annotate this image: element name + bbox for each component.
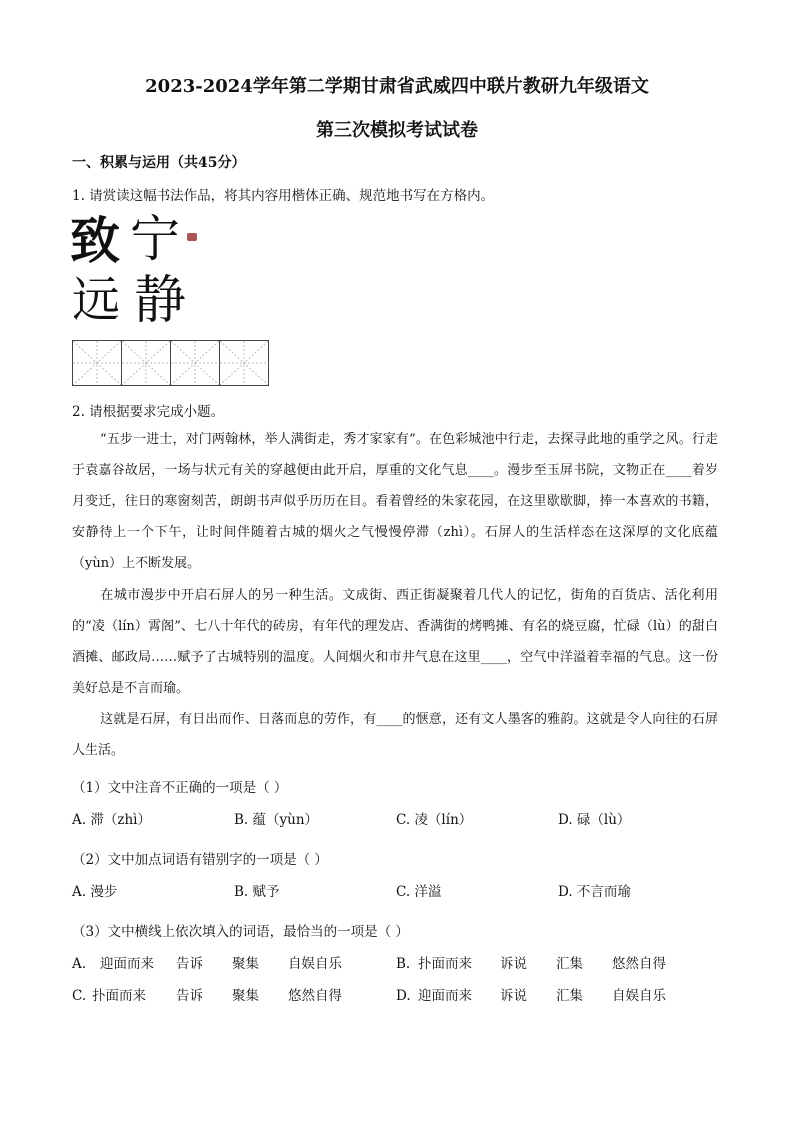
option-word: 告诉: [176, 956, 203, 972]
writing-cell[interactable]: [219, 340, 269, 386]
writing-cell[interactable]: [121, 340, 171, 386]
sub3-option-d[interactable]: [396, 984, 666, 1004]
option-word: 聚集: [232, 988, 259, 1004]
sub3-option-a[interactable]: [72, 952, 342, 972]
option-letter: A.: [72, 956, 87, 972]
sub2-option-d[interactable]: D. 不言而瑜: [558, 884, 631, 900]
option-letter: B.: [396, 956, 411, 972]
sub3-option-c[interactable]: [72, 984, 342, 1004]
passage-paragraph-1: [72, 424, 718, 579]
writing-grid: [72, 340, 268, 386]
passage-text: 这就是石屏，有日出而作、日落而息的劳作，有____的惬意，还有文人墨客的雅韵。这就是令人向往的石屏人生活。: [72, 712, 718, 758]
option-word: 扑面而来: [418, 956, 472, 972]
calligraphy-image: [70, 210, 200, 330]
option-word: 自娱自乐: [612, 988, 666, 1004]
writing-cell[interactable]: [170, 340, 220, 386]
q1-prompt: 1. 请赏读这幅书法作品，将其内容用楷体正确、规范地书写在方格内。: [72, 188, 495, 204]
option-word: 汇集: [556, 956, 583, 972]
section-heading: 一、积累与运用（共45分）: [72, 155, 246, 171]
sub1-option-c[interactable]: C. 凌（lín）: [396, 812, 473, 828]
sub1-option-d[interactable]: D. 碌（lù）: [558, 812, 631, 828]
option-word: 迎面而来: [100, 956, 154, 972]
sub1-option-a[interactable]: A. 滞（zhì）: [72, 812, 151, 828]
calligraphy-artwork: [70, 210, 200, 330]
exam-title-line2: 第三次模拟考试试卷: [316, 120, 478, 141]
option-word: 诉说: [500, 988, 527, 1004]
option-word: 诉说: [500, 956, 527, 972]
option-word: 悠然自得: [612, 956, 666, 972]
writing-cell[interactable]: [72, 340, 122, 386]
option-word: 汇集: [556, 988, 583, 1004]
option-word: 告诉: [176, 988, 203, 1004]
calligraphy-char-yuan: 远: [72, 272, 121, 328]
calligraphy-char-jing: 静: [134, 271, 187, 330]
q2-prompt: 2. 请根据要求完成小题。: [72, 404, 225, 420]
passage-text: 在城市漫步中开启石屏人的另一种生活。文成街、西正街凝聚着几代人的记忆，街角的百货店、活化利用的“凌（lín）霄阁”、七八十年代的砖房，有年代的理发店、香满街的烤鸭摊、有名的烧豆腐，忙碌（lù）的甜白酒摊、邮政局……赋予了古城特别的温度。人间烟火和市井气息在这里____，空气中洋溢着幸福的气息。这一份美好总是不言而瑜。: [72, 588, 718, 696]
passage-text: “五步一进士，对门两翰林，举人满街走，秀才家家有”。在色彩城池中行走，去探寻此地的重学之风。行走于袁嘉谷故居，一场与状元有关的穿越便由此开启，厚重的文化气息____。漫步至玉屏书院，文物正在____着岁月变迁，往日的寒窗刻苦，朗朗书声似乎历历在目。看着曾经的朱家花园，在这里歇歇脚，捧一本喜欢的书籍，安静待上一个下午，让时间伴随着古城的烟火之气慢慢停滞（zhì）。石屏人的生活样态在这深厚的文化底蕴（yùn）上不断发展。: [72, 432, 718, 571]
calligraphy-char-ning: 宁: [130, 210, 180, 268]
passage-paragraph-3: [72, 704, 718, 766]
calligraphy-char-zhi: 致: [70, 211, 120, 270]
sub2-option-a[interactable]: A. 漫步: [72, 884, 118, 900]
sub1-option-b[interactable]: B. 蕴（yùn）: [234, 812, 319, 828]
sub3-option-b[interactable]: [396, 952, 666, 972]
option-letter: D.: [396, 988, 411, 1004]
option-word: 扑面而来: [92, 988, 146, 1004]
exam-title-line1: 2023-2024学年第二学期甘肃省武威四中联片教研九年级语文: [145, 76, 649, 97]
option-word: 自娱自乐: [288, 956, 342, 972]
sub2-option-b[interactable]: B. 赋予: [234, 884, 280, 900]
option-letter: C.: [72, 988, 87, 1004]
sub3-prompt: （3）文中横线上依次填入的词语，最恰当的一项是（ ）: [72, 924, 409, 940]
option-word: 聚集: [232, 956, 259, 972]
sub1-prompt: （1）文中注音不正确的一项是（ ）: [72, 780, 288, 796]
seal-stamp: [187, 233, 197, 241]
passage-paragraph-2: [72, 580, 718, 704]
sub2-option-c[interactable]: C. 洋溢: [396, 884, 442, 900]
sub2-prompt: （2）文中加点词语有错别字的一项是（ ）: [72, 852, 328, 868]
option-word: 迎面而来: [418, 988, 472, 1004]
option-word: 悠然自得: [288, 988, 342, 1004]
